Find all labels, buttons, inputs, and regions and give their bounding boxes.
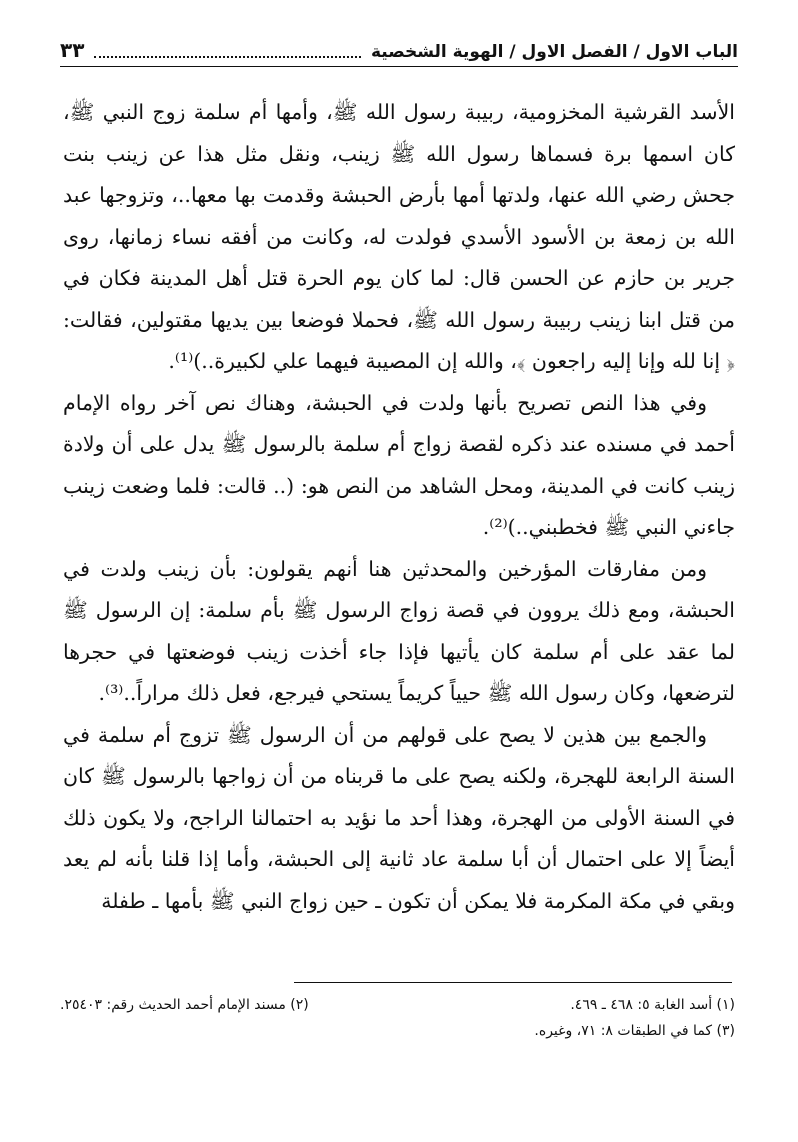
footnote: (٣) كما في الطبقات ٨: ٧١، وغيره.: [534, 1023, 735, 1039]
header-dot-leader: [94, 55, 361, 58]
paragraph: ومن مفارقات المؤرخين والمحدثين هنا أنهم يقولون: بأن زينب ولدت في الحبشة، ومع ذلك يروون في قصة زواج الرسول ﷺ بأم سلمة: إن الرسول ﷺ لما عقد على أم سلمة كان يأتيها فإذا جاء أخذت زينب فوضعتها في حجرها لترضعها، وكان رسول الله ﷺ حيياً كريماً يستحي فيرجع، فعل ذلك مراراً..⁽³⁾.: [63, 556, 735, 705]
footnote: (٢) مسند الإمام أحمد الحديث رقم: ٢٥٤٠٣.: [60, 997, 309, 1013]
page-header: [60, 28, 738, 67]
footnotes: [60, 992, 735, 1044]
paragraph: وفي هذا النص تصريح بأنها ولدت في الحبشة، وهناك نص آخر رواه الإمام أحمد في مسنده عند ذكره لقصة زواج أم سلمة بالرسول ﷺ يدل على أن ولادة زينب كانت في المدينة، ومحل الشاهد من النص هو: (.. قالت: فلما وضعت زينب جاءني النبي ﷺ فخطبني..)⁽²⁾.: [63, 390, 735, 539]
paragraph: والجمع بين هذين لا يصح على قولهم من أن الرسول ﷺ تزوج أم سلمة في السنة الرابعة للهجرة، ولكنه يصح على ما قربناه من أن زواجها بالرسول ﷺ كان في السنة الأولى من الهجرة، وهذا أحد ما نؤيد به احتمالنا الراجح، ولا يكون ذلك أيضاً إلا على احتمال أن أبا سلمة عاد ثانية إلى الحبشة، وأما إذا قلنا بأنه لم يعد وبقي في مكة المكرمة فلا يمكن أن تكون ـ حين زواج النبي ﷺ بأمها ـ طفلة: [63, 722, 735, 913]
footnote-divider: [294, 982, 732, 983]
footnote: (١) أسد الغابة ٥: ٤٦٨ ـ ٤٦٩.: [570, 997, 735, 1013]
page-number: ٣٣: [60, 38, 85, 62]
paragraph: الأسد القرشية المخزومية، ربيبة رسول الله ﷺ، وأمها أم سلمة زوج النبي ﷺ، كان اسمها برة فسماها رسول الله ﷺ زينب، ونقل مثل هذا عن زينب بنت جحش رضي الله عنها، ولدتها أمها بأرض الحبشة وقدمت بها معها..، وتزوجها عبد الله بن زمعة بن الأسود الأسدي فولدت له، وكانت من أفقه نساء زمانها، روى جرير بن حازم عن الحسن قال: لما كان يوم الحرة قتل أهل المدينة فكان في من قتل ابنا زينب ربيبة رسول الله ﷺ، فحملا فوضعا بين يديها مقتولين، فقالت: ﴿ إنا لله وإنا إليه راجعون ﴾، والله إن المصيبة فيهما علي لكبيرة..)⁽¹⁾.: [63, 100, 735, 373]
running-title: الباب الاول / الفصل الاول / الهوية الشخصية: [371, 42, 738, 62]
page-body: [63, 92, 735, 922]
